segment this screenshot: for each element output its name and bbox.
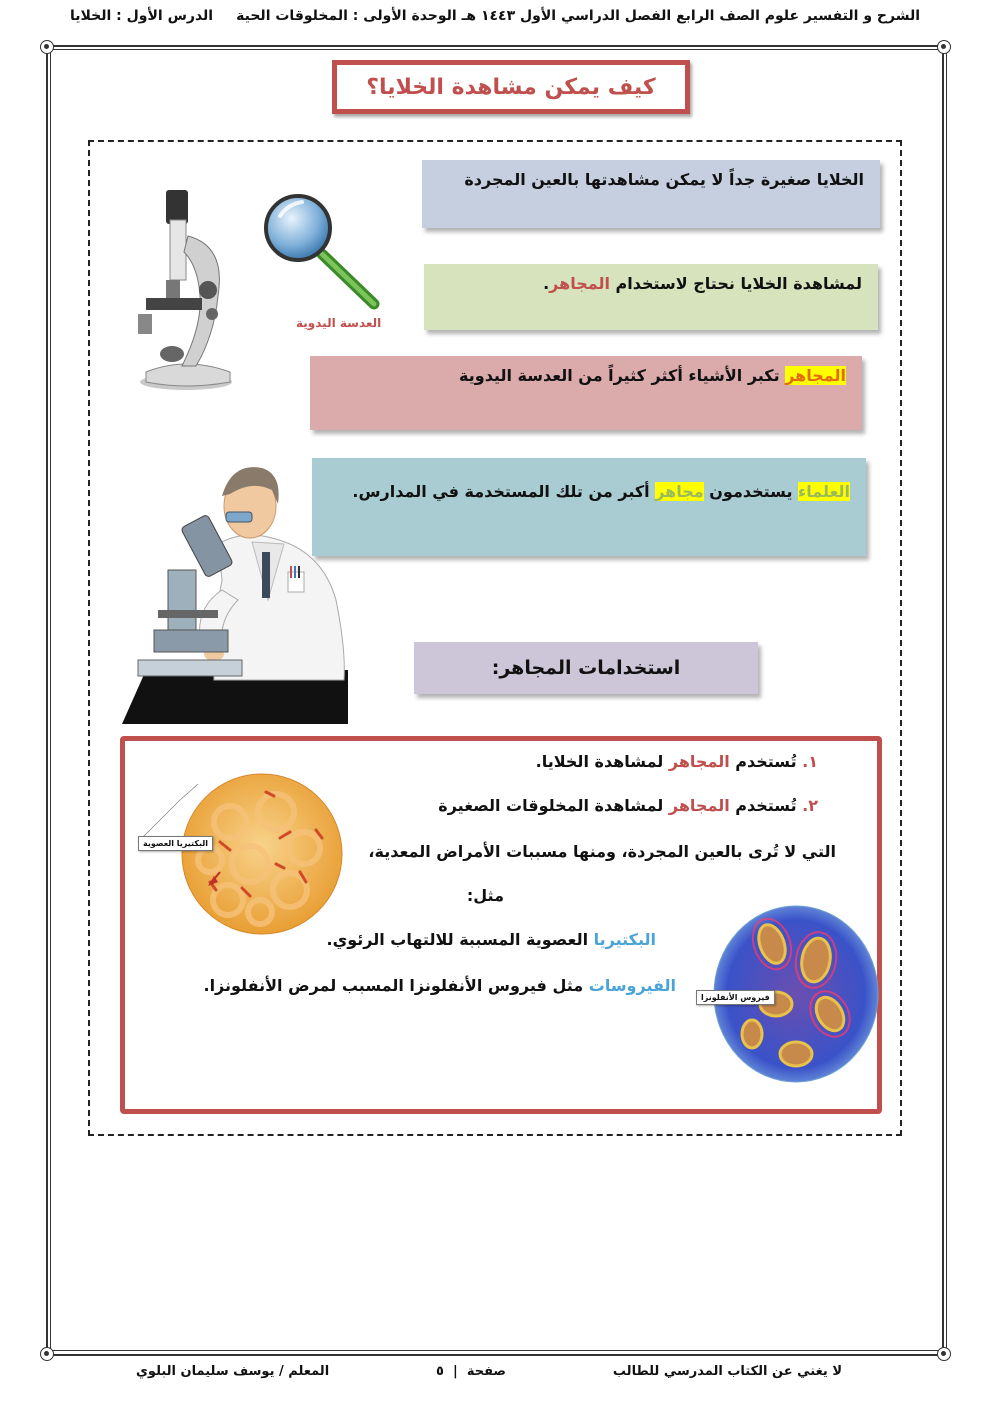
scientist-icon: [122, 460, 350, 724]
info-text: لمشاهدة الخلايا نحتاج لاستخدام: [609, 274, 862, 293]
footer-page-number: صفحة | ٥: [436, 1364, 506, 1379]
page-number: ٥: [436, 1364, 444, 1379]
info-text: .: [543, 274, 550, 293]
info-text: أكبر من تلك المستخدمة في المدارس.: [352, 482, 656, 501]
page-label: صفحة: [466, 1364, 506, 1379]
uses-text: تُستخدم: [729, 796, 797, 815]
footer-note: لا يغني عن الكتاب المدرسي للطالب: [612, 1364, 842, 1379]
uses-text: لمشاهدة المخلوقات الصغيرة: [438, 796, 669, 815]
keyword-microscopes: مجاهر: [655, 482, 704, 501]
uses-text: لمشاهدة الخلايا.: [535, 752, 669, 771]
footer-teacher: المعلم / يوسف سليمان البلوي: [136, 1364, 330, 1379]
info-box-cells-small: [422, 160, 880, 228]
uses-text: تُستخدم: [729, 752, 797, 771]
uses-heading: استخدامات المجاهر:: [491, 657, 681, 679]
corner-ornament-icon: [40, 40, 54, 54]
microscope-icon: [126, 186, 238, 392]
uses-item-2-continued: التي لا تُرى بالعين المجردة، ومنها مسببات الأمراض المعدية،: [368, 842, 836, 861]
info-box-magnification: [310, 356, 862, 430]
keyword-scientists: العلماء: [798, 482, 850, 501]
info-text: يستخدمون: [703, 482, 799, 501]
corner-ornament-icon: [937, 1347, 951, 1361]
callout-line: [140, 780, 200, 840]
example-bacteria: [326, 930, 656, 949]
magnifying-glass-icon: [262, 190, 382, 310]
bacteria-image: [180, 772, 344, 936]
list-number: ١.: [802, 752, 818, 771]
virus-image-label: فيروس الأنفلونزا: [696, 990, 775, 1005]
keyword-microscopes: المجاهر: [668, 796, 730, 815]
page-title: كيف يمكن مشاهدة الخلايا؟: [366, 74, 656, 100]
corner-ornament-icon: [40, 1347, 54, 1361]
uses-heading-box: [414, 642, 758, 694]
uses-text: مثل فيروس الأنفلونزا المسبب لمرض الأنفلونزا.: [203, 976, 589, 995]
page-title-box: [332, 60, 690, 114]
keyword-microscopes: المجاهر: [668, 752, 730, 771]
keyword-bacteria: البكتيريا: [593, 930, 656, 949]
info-box-scientists: [312, 458, 866, 556]
uses-item-1: [536, 752, 818, 771]
example-virus: [203, 976, 676, 995]
magnifying-glass-label: العدسة اليدوية: [296, 316, 382, 330]
list-number: ٢.: [802, 796, 818, 815]
corner-ornament-icon: [937, 40, 951, 54]
info-text: تكبر الأشياء أكثر كثيراً من العدسة اليدوية: [459, 366, 786, 385]
info-text: الخلايا صغيرة جداً لا يمكن مشاهدتها بالعين المجردة: [464, 170, 864, 189]
uses-text: العصوية المسببة للالتهاب الرئوي.: [326, 930, 594, 949]
header-lesson-title: الدرس الأول : الخلايا: [70, 8, 214, 24]
keyword-microscopes: المجاهر: [549, 274, 610, 293]
uses-item-2: [438, 796, 818, 815]
example-label: مثل:: [466, 886, 504, 905]
keyword-microscopes: المجاهر: [785, 366, 846, 385]
keyword-viruses: الفيروسات: [588, 976, 676, 995]
info-box-need-microscope: [424, 264, 878, 330]
header-unit-info: الشرح و التفسير علوم الصف الرابع الفصل الدراسي الأول ١٤٤٣ هـ الوحدة الأولى : المخلوقات الحية: [236, 8, 920, 24]
bacteria-image-label: البكتيريا العصوية: [138, 836, 213, 851]
